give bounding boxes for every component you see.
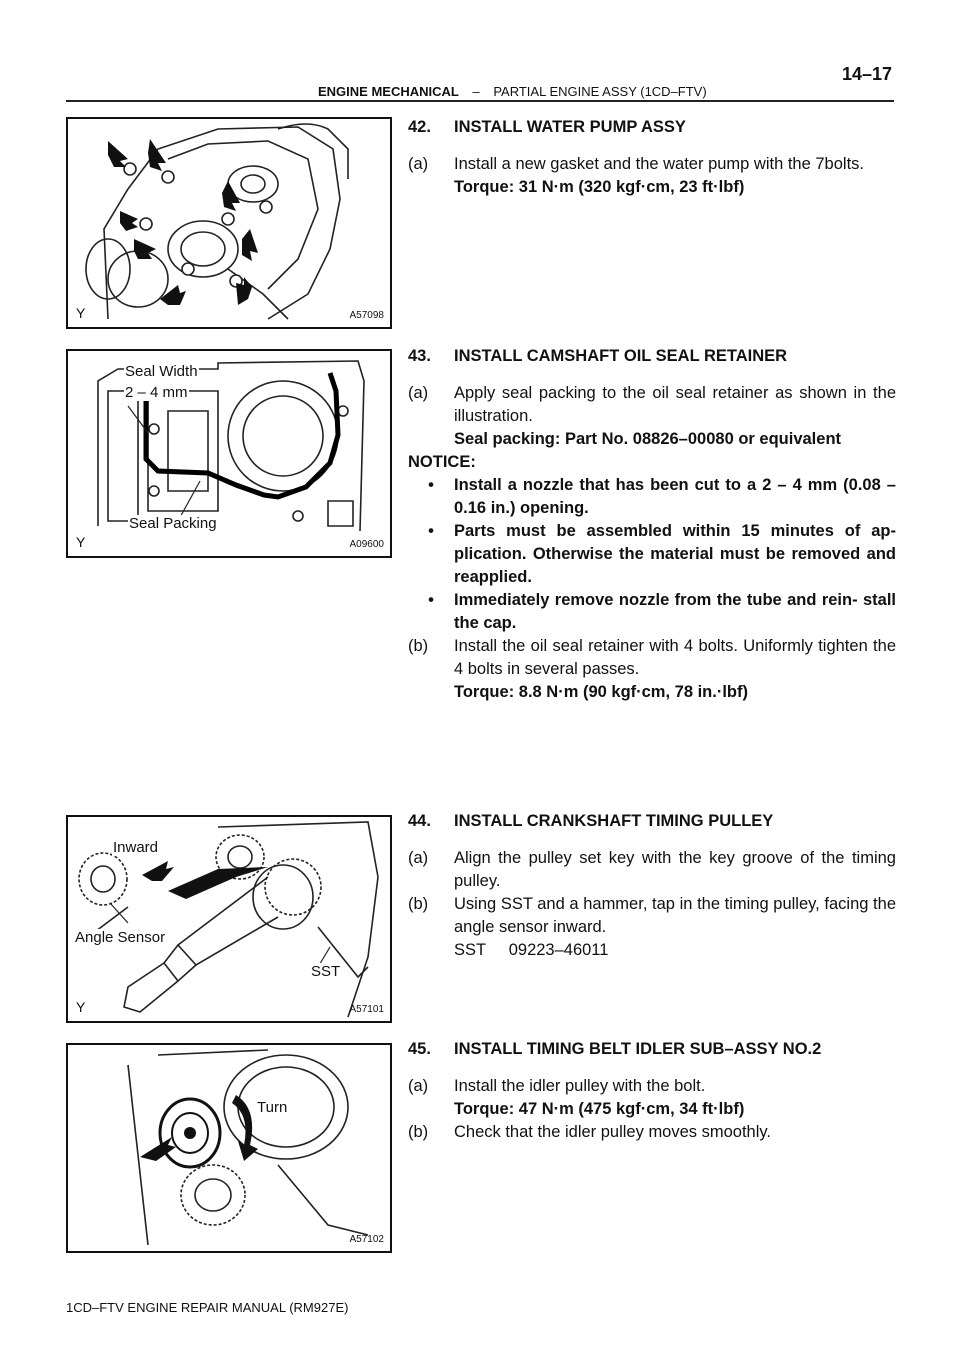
substep-key: (b) bbox=[408, 895, 429, 913]
label-sst: SST bbox=[311, 963, 341, 980]
header-section-title: ENGINE MECHANICAL bbox=[318, 84, 459, 99]
substep-key: (b) bbox=[408, 637, 429, 655]
step-title: INSTALL CAMSHAFT OIL SEAL RETAINER bbox=[454, 347, 788, 365]
substep-text: Align the pulley set key with the key groove of the timing pulley. bbox=[454, 849, 896, 890]
figure-y-mark: Y bbox=[76, 305, 86, 321]
substep-text: Install the oil seal retainer with 4 bolts. Uniformly tighten the 4 bolts in several passes. bbox=[454, 637, 896, 678]
step-42 bbox=[408, 116, 896, 199]
water-pump-illustration bbox=[68, 119, 390, 327]
step-number: 43. bbox=[408, 347, 431, 365]
substep-key: (a) bbox=[408, 849, 429, 867]
torque-spec: Torque: 31 N·m (320 kgf·cm, 23 ft·lbf) bbox=[454, 178, 745, 196]
figure-code: A57098 bbox=[349, 310, 384, 321]
header-subsection: PARTIAL ENGINE ASSY (1CD–FTV) bbox=[493, 84, 707, 99]
header-rule bbox=[66, 100, 894, 102]
notice-item: Immediately remove nozzle from the tube and rein- stall the cap. bbox=[454, 591, 896, 632]
step-45 bbox=[408, 1038, 896, 1144]
figure-idler-pulley bbox=[66, 1043, 392, 1253]
notice-item: Parts must be assembled within 15 minutes of ap- plication. Otherwise the material must be removed and reapplied. bbox=[454, 522, 896, 586]
label-seal-packing: Seal Packing bbox=[129, 515, 217, 532]
figure-crankshaft-pulley bbox=[66, 815, 392, 1023]
step-44 bbox=[408, 810, 896, 962]
torque-spec: Torque: 47 N·m (475 kgf·cm, 34 ft·lbf) bbox=[454, 1100, 745, 1118]
substep-text: Apply seal packing to the oil seal retainer as shown in the illustration. bbox=[454, 384, 896, 425]
bullet: • bbox=[428, 476, 434, 494]
figure-y-mark: Y bbox=[76, 534, 86, 550]
oil-seal-retainer-illustration bbox=[68, 351, 390, 556]
notice-heading: NOTICE: bbox=[408, 453, 476, 471]
torque-spec: Torque: 8.8 N·m (90 kgf·cm, 78 in.·lbf) bbox=[454, 683, 748, 701]
substep-text: Using SST and a hammer, tap in the timing pulley, facing the angle sensor inward. bbox=[454, 895, 896, 936]
step-number: 45. bbox=[408, 1040, 431, 1058]
seal-packing-spec: Seal packing: Part No. 08826–00080 or equivalent bbox=[454, 430, 842, 448]
figure-code: A57101 bbox=[349, 1004, 384, 1015]
bullet: • bbox=[428, 522, 434, 540]
bullet: • bbox=[428, 591, 434, 609]
substep-key: (a) bbox=[408, 1077, 429, 1095]
step-43 bbox=[408, 345, 896, 704]
label-angle-sensor: Angle Sensor bbox=[75, 929, 166, 946]
figure-oil-seal-retainer bbox=[66, 349, 392, 558]
sst-number: SST 09223–46011 bbox=[454, 941, 609, 959]
header-separator: – bbox=[472, 84, 480, 99]
step-number: 44. bbox=[408, 812, 431, 830]
step-title: INSTALL WATER PUMP ASSY bbox=[454, 118, 686, 136]
label-inward: Inward bbox=[113, 839, 159, 856]
substep-text: Install a new gasket and the water pump with the 7bolts. bbox=[454, 155, 864, 173]
substep-text: Install the idler pulley with the bolt. bbox=[454, 1077, 706, 1095]
idler-pulley-illustration bbox=[68, 1045, 390, 1251]
step-title: INSTALL TIMING BELT IDLER SUB–ASSY NO.2 bbox=[454, 1040, 822, 1058]
substep-key: (b) bbox=[408, 1123, 429, 1141]
header-section bbox=[318, 84, 707, 99]
label-seal-width-value: 2 – 4 mm bbox=[125, 384, 188, 401]
figure-y-mark: Y bbox=[76, 999, 86, 1015]
substep-key: (a) bbox=[408, 155, 429, 173]
figure-water-pump bbox=[66, 117, 392, 329]
page-number: 14–17 bbox=[841, 64, 892, 84]
substep-key: (a) bbox=[408, 384, 429, 402]
figure-code: A09600 bbox=[349, 539, 384, 550]
substep-text: Check that the idler pulley moves smoothly. bbox=[454, 1123, 772, 1141]
step-title: INSTALL CRANKSHAFT TIMING PULLEY bbox=[454, 812, 774, 830]
label-seal-width: Seal Width bbox=[125, 363, 198, 380]
step-number: 42. bbox=[408, 118, 431, 136]
label-turn: Turn bbox=[257, 1099, 288, 1116]
notice-item: Install a nozzle that has been cut to a 2 – 4 mm (0.08 – 0.16 in.) opening. bbox=[454, 476, 896, 517]
figure-code: A57102 bbox=[349, 1234, 384, 1245]
footer-text: 1CD–FTV ENGINE REPAIR MANUAL (RM927E) bbox=[66, 1300, 349, 1315]
